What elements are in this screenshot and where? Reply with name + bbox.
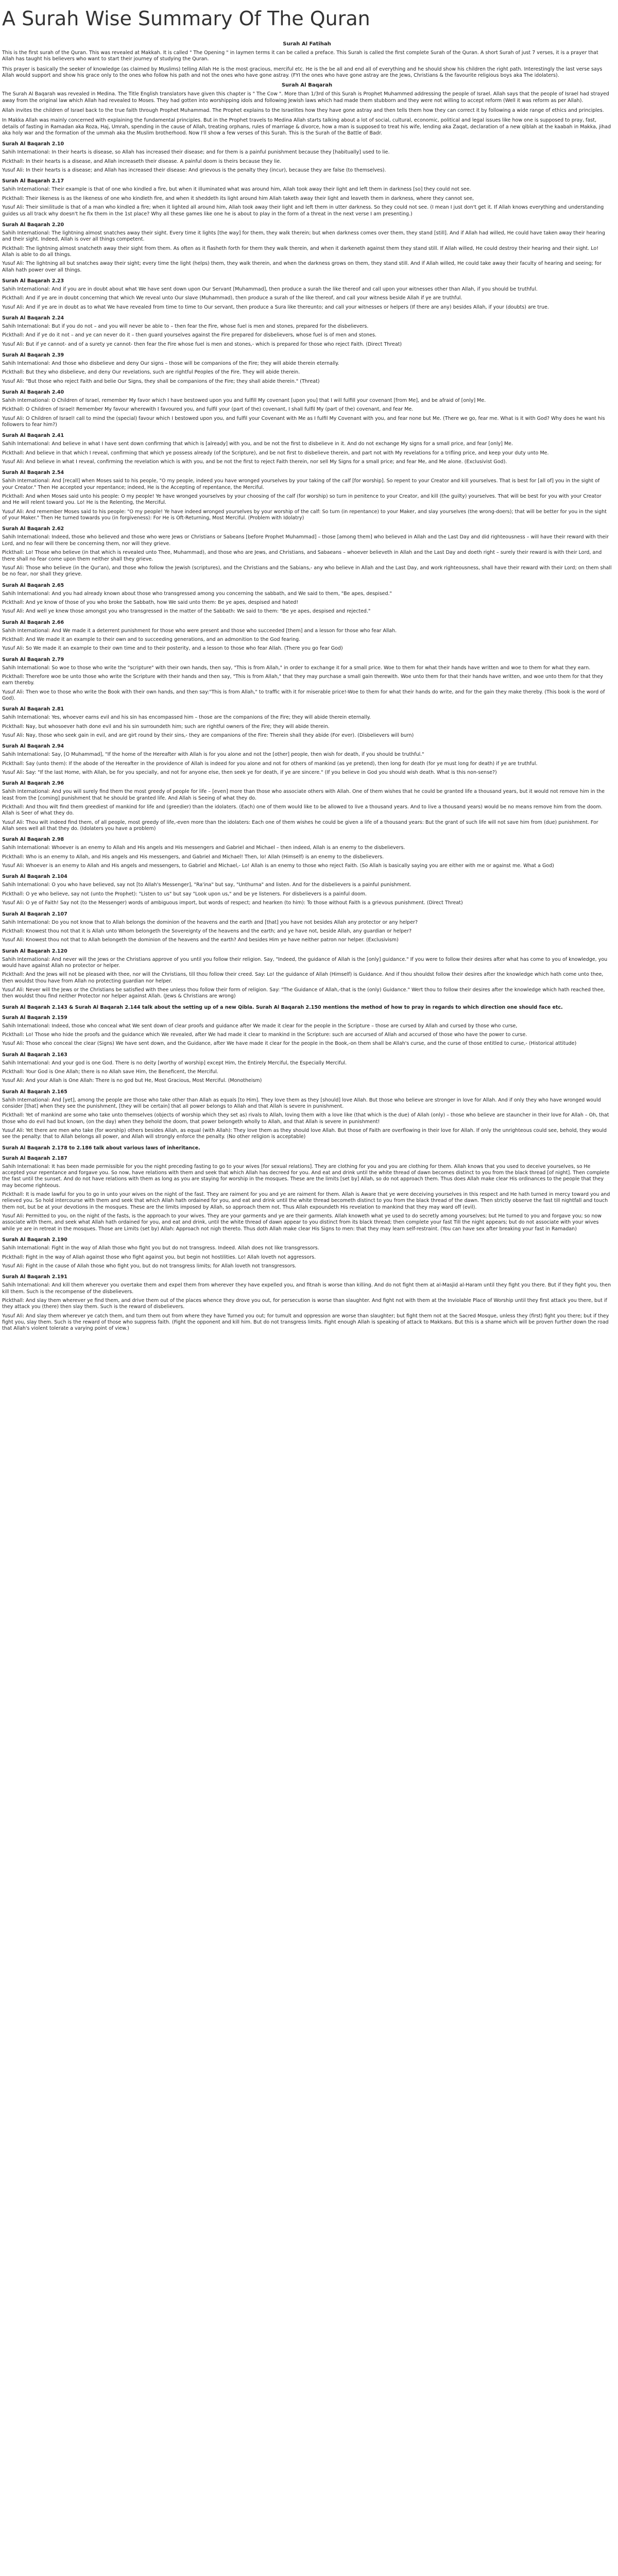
translation-text: Yusuf Ali: Never will the Jews or the Christians be satisfied with thee unless thou follow their form of religion. Say: "The Guidance of Allah,-that is the (only) Guidance." Wert thou to follow their desires after the knowledge which hath reached thee, then wouldst thou find neither Protector nor helper against Allah. (Jews & Christians are wrong)	[2, 987, 605, 999]
verse-heading: Surah Al Baqarah 2.62	[2, 526, 64, 532]
translation-text: Pickthall: The lightning almost snatcheth away their sight from them. As often as it flasheth forth for them they walk therein, and when it darkeneth against them they stand still. If Allah willed, He could destroy their hearing and their sight. Lo! Allah is able to do all things.	[2, 245, 599, 258]
verse-heading: Surah Al Baqarah 2.24	[2, 315, 64, 321]
translation-text: Yusuf Ali: Fight in the cause of Allah those who fight you, but do not transgress limits; for Allah loveth not transgressors.	[2, 1263, 297, 1269]
verse-heading: Surah Al Baqarah 2.104	[2, 874, 67, 880]
translation-text: Pickthall: But they who disbelieve, and deny Our revelations, such are rightful Peoples of the Fire. They will abide therein.	[2, 369, 300, 376]
translation-text: Pickthall: And believe in that which I reveal, confirming that which ye possess already (of the Scripture), and be not first to disbelieve therein, and part not with My revelations for a trifling price, and keep your duty unto Me.	[2, 450, 549, 456]
section-heading: Surah Al Fatihah	[283, 41, 331, 47]
translation-text: Pickthall: And if ye are in doubt concerning that which We reveal unto Our slave (Muhammad), then produce a surah of the like thereof, and call your witness beside Allah if ye are truthful.	[2, 295, 462, 301]
translation-text: Yusuf Ali: Yet there are men who take (for worship) others besides Allah, as equal (with Allah): They love them as they should love Allah. But those of Faith are overflowing in their love for Allah. If only the unrighteous could see, behold, they would see the penalty: that to Allah belongs all power, and Allah will strongly enforce the penalty. (No other religion is acceptable)	[2, 1128, 607, 1140]
verse-heading: Surah Al Baqarah 2.54	[2, 470, 64, 476]
verse-heading: Surah Al Baqarah 2.94	[2, 743, 64, 750]
translation-text: Pickthall: Say (unto them): If the abode of the Hereafter in the providence of Allah is indeed for you alone and not for others of mankind (as ye pretend), then long for death (for ye must long for death) if ye are truthful.	[2, 760, 538, 767]
verse-heading: Surah Al Baqarah 2.23	[2, 278, 64, 284]
translation-text: Sahih International: Whoever is an enemy to Allah and His angels and His messengers and Gabriel and Michael – then indeed, Allah is an enemy to the disbelievers.	[2, 845, 405, 851]
verse-heading: Surah Al Baqarah 2.10	[2, 141, 64, 147]
translation-text: Yusuf Ali: "But those who reject Faith and belie Our Signs, they shall be companions of the Fire; they shall abide therein." (Threat)	[2, 378, 320, 384]
translation-text: Sahih International: And kill them wherever you overtake them and expel them from wherever they have expelled you, and fitnah is worse than killing. And do not fight them at al-Masjid al-Haram until they fight you there. But if they fight you, then kill them. Such is the recompense of the disbelievers.	[2, 1282, 611, 1295]
translation-text: Yusuf Ali: Those who conceal the clear (Signs) We have sent down, and the Guidance, after We have made it clear for the people in the Book,-on them shall be Allah's curse, and the curse of those entitled to curse,- (Historical attitude)	[2, 1041, 577, 1047]
document-body	[2, 41, 612, 1332]
translation-text: Yusuf Ali: Those who believe (in the Qur'an), and those who follow the Jewish (scriptures), and the Christians and the Sabians,- any who believe in Allah and the Last Day, and work righteousness, shall have their reward with their Lord; on them shall be no fear, nor shall they grieve.	[2, 565, 612, 578]
translation-text: Sahih International: But if you do not – and you will never be able to – then fear the Fire, whose fuel is men and stones, prepared for the disbelievers.	[2, 323, 369, 329]
translation-text: Sahih International: Indeed, those who conceal what We sent down of clear proofs and guidance after We made it clear for the people in the Scripture – those are cursed by Allah and cursed by those who curse,	[2, 1023, 518, 1029]
verse-heading: Surah Al Baqarah 2.20	[2, 222, 64, 228]
translation-text: Yusuf Ali: O Children of Israel! call to mind the (special) favour which I bestowed upon you, and fulfil your Covenant with Me as I fulfil My Covenant with you, and fear none but Me. (There we go, fear me. What is it with God? Why does he want his followers to fear him?)	[2, 415, 605, 428]
translation-text: Yusuf Ali: And believe in what I reveal, confirming the revelation which is with you, and be not the first to reject Faith therein, nor sell My Signs for a small price; and fear Me, and Me alone. (Exclusivist God).	[2, 459, 507, 465]
translation-text: Sahih International: And We made it a deterrent punishment for those who were present and those who succeeded [them] and a lesson for those who fear Allah.	[2, 628, 397, 634]
translation-text: Pickthall: Lo! Those who hide the proofs and the guidance which We revealed, after We had made it clear to mankind in the Scripture: such are accursed of Allah and accursed of those who have the power to curse.	[2, 1031, 527, 1038]
verse-heading: Surah Al Baqarah 2.163	[2, 1052, 67, 1058]
verse-heading: Surah Al Baqarah 2.178 to 2.186 talk about various laws of inheritance.	[2, 1145, 200, 1151]
verse-heading: Surah Al Baqarah 2.41	[2, 433, 64, 439]
translation-text: Sahih International: O Children of Israel, remember My favor which I have bestowed upon you and fulfill My covenant [upon you] that I will fulfill your covenant [from Me], and be afraid of [only] Me.	[2, 398, 486, 403]
translation-text: Sahih International: It has been made permissible for you the night preceding fasting to go to your wives [for sexual relations]. They are clothing for you and you are clothing for them. Allah knows that you used to deceive yourselves, so He accepted your repentance and forgave you. So now, have relations with them and seek that which Allah has decreed for you. And eat and drink until the white thread of dawn becomes distinct to you from the black thread [of night]. Then complete the fast until the sunset. And do not have relations with them as long as you are staying for worship in the mosques. These are the limits [set by] Allah, so do not approach them. Thus does Allah make clear His ordinances to the people that they may become righteous.	[2, 1163, 610, 1189]
translation-text: Yusuf Ali: The lightning all but snatches away their sight; every time the light (helps) them, they walk therein, and when the darkness grows on them, they stand still. And if Allah willed, He could take away their faculty of hearing and seeing; for Allah hath power over all things.	[2, 261, 602, 273]
translation-text: Yusuf Ali: But if ye cannot- and of a surety ye cannot- then fear the Fire whose fuel is men and stones,- which is prepared for those who reject Faith. (Direct Threat)	[2, 341, 402, 347]
translation-text: Pickthall: It is made lawful for you to go in unto your wives on the night of the fast. They are raiment for you and ye are raiment for them. Allah is Aware that ye were deceiving yourselves in this respect and He hath turned in mercy toward you and relieved you. So hold intercourse with them and seek that which Allah hath ordained for you, and eat and drink until the white thread becometh distinct to you from the black thread of the dawn. Then strictly observe the fast till nightfall and touch them not, but be at your devotions in the mosques. These are the limits imposed by Allah, so approach them not. Thus Allah expoundeth His revelation to mankind that they may ward off (evil).	[2, 1192, 610, 1210]
verse-heading: Surah Al Baqarah 2.187	[2, 1155, 67, 1161]
translation-text: Sahih International: The lightning almost snatches away their sight. Every time it lights [the way] for them, they walk therein; but when darkness comes over them, they stand [still]. And if Allah had willed, He could have taken away their hearing and their sight. Indeed, Allah is over all things competent.	[2, 230, 605, 243]
translation-text: Pickthall: O ye who believe, say not (unto the Prophet): "Listen to us" but say "Look upon us," and be ye listeners. For disbelievers is a painful doom.	[2, 891, 367, 897]
verse-heading: Surah Al Baqarah 2.120	[2, 948, 67, 954]
verse-heading: Surah Al Baqarah 2.107	[2, 911, 67, 917]
translation-text: Yusuf Ali: Knowest thou not that to Allah belongeth the dominion of the heavens and the earth? And besides Him ye have neither patron nor helper. (Exclusivism)	[2, 937, 399, 943]
translation-text: Sahih International: And [recall] when Moses said to his people, "O my people, indeed you have wronged yourselves by your taking of the calf [for worship]. So repent to your Creator and kill yourselves. That is best for [all of] you in the sight of your Creator." Then He accepted your repentance; indeed, He is the Accepting of repentance, the Merciful.	[2, 478, 600, 490]
translation-text: Yusuf Ali: So We made it an example to their own time and to their posterity, and a lesson to those who fear Allah. (There you go fear God)	[2, 646, 343, 652]
translation-text: Pickthall: In their hearts is a disease, and Allah increaseth their disease. A painful doom is theirs because they lie.	[2, 158, 282, 164]
verse-heading: Surah Al Baqarah 2.143 & Surah Al Baqarah 2.144 talk about the setting up of a new Qibla. Surah Al Baqarah 2.150 mentions the method of how to pray in regards to which direction one should face etc.	[2, 1004, 563, 1010]
verse-heading: Surah Al Baqarah 2.79	[2, 656, 64, 663]
section-heading: Surah Al Baqarah	[281, 82, 333, 89]
translation-text: Pickthall: And thou wilt find them greediest of mankind for life and (greedier) than the idolaters. (Each) one of them would like to be allowed to live a thousand years. And to live a thousand years) would be no means remove him from the doom. Allah is Seer of what they do.	[2, 804, 603, 817]
verse-heading: Surah Al Baqarah 2.17	[2, 178, 64, 184]
translation-text: Sahih International: Do you not know that to Allah belongs the dominion of the heavens and the earth and [that] you have not besides Allah any protector or any helper?	[2, 919, 418, 925]
verse-heading: Surah Al Baqarah 2.81	[2, 706, 64, 713]
translation-text: Sahih International: And if you are in doubt about what We have sent down upon Our Servant [Muhammad], then produce a surah the like thereof and call upon your witnesses other than Allah, if you should be truthful.	[2, 286, 538, 292]
verse-heading: Surah Al Baqarah 2.191	[2, 1274, 67, 1280]
translation-text: Sahih International: And [yet], among the people are those who take other than Allah as equals [to Him]. They love them as they [should] love Allah. But those who believe are stronger in love for Allah. And if only they who have wronged would consider [that] when they see the punishment, [they will be certain] that all power belongs to Allah and that Allah is severe in punishment.	[2, 1097, 601, 1109]
translation-text: Sahih International: And your god is one God. There is no deity [worthy of worship] except Him, the Entirely Merciful, the Especially Merciful.	[2, 1060, 347, 1066]
translation-text: Pickthall: Lo! Those who believe (in that which is revealed unto Thee, Muhammad), and those who are Jews, and Christians, and Sabaeans – whoever believeth in Allah and the Last Day and doeth right – surely their reward is with their Lord, and there shall no fear come upon them neither shall they grieve.	[2, 550, 602, 562]
translation-text: Pickthall: Therefore woe be unto those who write the Scripture with their hands and then say, "This is from Allah," that they may purchase a small gain therewith. Woe unto them for that their hands have written, and woe unto them for that they earn thereby.	[2, 673, 603, 686]
translation-text: Sahih International: And never will the Jews or the Christians approve of you until you follow their religion. Say, "Indeed, the guidance of Allah is the [only] guidance." If you were to follow their desires after what has come to you of knowledge, you would have against Allah no protector or helper.	[2, 956, 608, 969]
translation-text: Sahih International: So woe to those who write the "scripture" with their own hands, then say, "This is from Allah," in order to exchange it for a small price. Woe to them for what their hands have written and woe to them for what they earn.	[2, 665, 591, 671]
verse-heading: Surah Al Baqarah 2.96	[2, 781, 64, 787]
translation-text: Sahih International: And you had already known about those who transgressed among you concerning the sabbath, and We said to them, "Be apes, despised."	[2, 590, 392, 597]
translation-text: Yusuf Ali: Whoever is an enemy to Allah and His angels and messengers, to Gabriel and Michael,- Lo! Allah is an enemy to those who reject Faith. (So Allah is basically saying you are either with me or against me. What a God)	[2, 863, 554, 869]
verse-heading: Surah Al Baqarah 2.98	[2, 837, 64, 843]
translation-text: Sahih International: Say, [O Muhammad], "If the home of the Hereafter with Allah is for you alone and not the [other] people, then wish for death, if you should be truthful."	[2, 752, 424, 758]
translation-text: Pickthall: And slay them wherever ye find them, and drive them out of the places whence they drove you out, for persecution is worse than slaughter. And fight not with them at the Inviolable Place of Worship until they first attack you there, but if they attack you (there) then slay them. Such is the reward of disbelievers.	[2, 1297, 607, 1310]
translation-text: Yusuf Ali: Their similitude is that of a man who kindled a fire; when it lighted all around him, Allah took away their light and left them in utter darkness. So they could not see. (I mean I just don't get it. If Allah knows everything and understanding guides us all track why doesn't he fix them in the 1st place? Why all these games like one he is about to play in the form of a threat in the next verse I am presenting.)	[2, 205, 604, 217]
verse-heading: Surah Al Baqarah 2.159	[2, 1014, 67, 1021]
translation-text: Pickthall: And if ye do it not – and ye can never do it – then guard yourselves against the Fire prepared for disbelievers, whose fuel is of men and stones.	[2, 332, 376, 338]
verse-heading: Surah Al Baqarah 2.165	[2, 1089, 67, 1095]
translation-text: Sahih International: In their hearts is disease, so Allah has increased their disease; and for them is a painful punishment because they [habitually] used to lie.	[2, 149, 390, 156]
translation-text: Pickthall: And when Moses said unto his people: O my people! Ye have wronged yourselves by your choosing of the calf (for worship) so turn in penitence to your Creator, and kill (the guilty) yourselves. That will be best for you with your Creator and He will relent toward you. Lo! He is the Relenting, the Merciful.	[2, 494, 602, 506]
translation-text: Yusuf Ali: Permitted to you, on the night of the fasts, is the approach to your wives. They are your garments and ye are their garments. Allah knoweth what ye used to do secretly among yourselves; but He turned to you and forgave you; so now associate with them, and seek what Allah hath ordained for you, and eat and drink, until the white thread of dawn appear to you distinct from its black thread; then complete your fast Till the night appears; but do not associate with your wives while ye are in retreat in the mosques. Those are Limits (set by) Allah: Approach not nigh thereto. Thus doth Allah make clear His Signs to men: that they may learn self-restraint. (You can have sex after breaking your fast in Ramadan)	[2, 1213, 602, 1232]
paragraph: This is the first surah of the Quran. This was revealed at Makkah. It is called " The Opening " in laymen terms it can be called a preface. This Surah is called the first complete Surah of the Quran. A short Surah of just 7 verses, it is a prayer that Allah has taught his believers who want to start their journey of studying the Quran.	[2, 50, 598, 62]
paragraph: Allah invites the children of Israel back to the true faith through Prophet Muhammad. The Prophet explains to the Israelites how they have gone astray and then tells them how they can correct it by following a wide range of ethics and principles.	[2, 108, 604, 114]
translation-text: Sahih International: And you will surely find them the most greedy of people for life – [even] more than those who associate others with Allah. One of them wishes that he could be granted life a thousand years, but it would not remove him in the least from the [coming] punishment that he should be granted life. And Allah is Seeing of what they do.	[2, 789, 605, 801]
page-title: A Surah Wise Summary Of The Quran	[2, 7, 370, 30]
verse-heading: Surah Al Baqarah 2.66	[2, 619, 64, 625]
translation-text: Sahih International: And believe in what I have sent down confirming that which is [already] with you, and be not the first to disbelieve in it. And do not exchange My signs for a small price, and fear [only] Me.	[2, 441, 513, 447]
verse-heading: Surah Al Baqarah 2.39	[2, 352, 64, 358]
translation-text: Sahih International: Yes, whoever earns evil and his sin has encompassed him – those are the companions of the Fire; they will abide therein eternally.	[2, 715, 371, 721]
translation-text: Pickthall: Fight in the way of Allah against those who fight against you, but begin not hostilities. Lo! Allah loveth not aggressors.	[2, 1254, 316, 1260]
translation-text: Yusuf Ali: And slay them wherever ye catch them, and turn them out from where they have Turned you out; for tumult and oppression are worse than slaughter; but fight them not at the Sacred Mosque, unless they (first) fight you there; but if they fight you, slay them. Such is the reward of those who suppress faith. (Fight the opponent and kill him. But do not transgress limits. Fight enough Allah is speaking of attack to Makkans. But this is a shame which will be proven further down the road that Allah's violent tolerate a varying point of view.)	[2, 1313, 609, 1332]
translation-text: Yusuf Ali: And remember Moses said to his people: "O my people! Ye have indeed wronged yourselves by your worship of the calf: So turn (in repentance) to your Maker, and slay yourselves (the wrong-doers); that will be better for you in the sight of your Maker." Then He turned towards you (in forgiveness): For He is Oft-Returning, Most Merciful. (Problem with Idolatry)	[2, 509, 607, 521]
translation-text: Pickthall: O Children of Israel! Remember My favour wherewith I favoured you, and fulfil your (part of the) covenant, I shall fulfil My (part of the) covenant, and fear Me.	[2, 406, 414, 413]
translation-text: Sahih International: O you who have believed, say not [to Allah's Messenger], "Ra'ina" but say, "Unthurna" and listen. And for the disbelievers is a painful punishment.	[2, 882, 411, 888]
verse-heading: Surah Al Baqarah 2.190	[2, 1237, 67, 1243]
translation-text: Pickthall: Nay, but whosoever hath done evil and his sin surroundeth him; such are rightful owners of the Fire; they will abide therein.	[2, 723, 330, 730]
translation-text: Yusuf Ali: Nay, those who seek gain in evil, and are girt round by their sins,- they are companions of the Fire: Therein shall they abide (For ever). (Disbelievers will burn)	[2, 733, 414, 738]
translation-text: Pickthall: Yet of mankind are some who take unto themselves (objects of worship which they set as) rivals to Allah, loving them with a love like (that which is the due) of Allah (only) – those who believe are stauncher in their love for Allah – Oh, that those who do evil had but known, (on the day) when they behold the doom, that power belongeth wholly to Allah, and that Allah is severe in punishment!	[2, 1112, 609, 1125]
paragraph: This prayer is basically the seeker of knowledge (as claimed by Muslims) telling Allah He is the most gracious, merciful etc. He is the be all and end all of everything and he should show his children the right path. Interestingly the last verse says Allah would support and show his grace only to the ones who follow his path and not the ones who have gone astray. (FYI the ones who have gone astray are the Jews, Christians & the favourite religious boys aka The idolaters).	[2, 66, 603, 79]
translation-text: Pickthall: Your God is One Allah; there is no Allah save Him, the Beneficent, the Merciful.	[2, 1069, 218, 1075]
translation-text: Sahih International: Fight in the way of Allah those who fight you but do not transgress. Indeed. Allah does not like transgressors.	[2, 1245, 319, 1251]
translation-text: Pickthall: Who is an enemy to Allah, and His angels and His messengers, and Gabriel and Michael! Then, lo! Allah (Himself) is an enemy to the disbelievers.	[2, 854, 384, 860]
verse-heading: Surah Al Baqarah 2.65	[2, 582, 64, 588]
translation-text: Yusuf Ali: Then woe to those who write the Book with their own hands, and then say:"This is from Allah," to traffic with it for miserable price!-Woe to them for what their hands do write, and for the gain they make thereby. (This book is the word of God).	[2, 689, 605, 701]
translation-text: Pickthall: And the Jews will not be pleased with thee, nor will the Christians, till thou follow their creed. Say: Lo! the guidance of Allah (Himself) is Guidance. And if thou shouldst follow their desires after the knowledge which hath come unto thee, then wouldst thou have from Allah no protecting guardian nor helper.	[2, 972, 604, 984]
translation-text: Yusuf Ali: Say: "If the last Home, with Allah, be for you specially, and not for anyone else, then seek ye for death, if ye are sincere." (If you believe in God you should wish death. What is this non-sense?)	[2, 770, 497, 776]
translation-text: Yusuf Ali: In their hearts is a disease; and Allah has increased their disease: And grievous is the penalty they (incur), because they are false (to themselves).	[2, 167, 386, 174]
verse-heading: Surah Al Baqarah 2.40	[2, 389, 64, 395]
translation-text: Sahih International: Indeed, those who believed and those who were Jews or Christians or Sabeans [before Prophet Muhammad] – those [among them] who believed in Allah and the Last Day and did righteousness – will have their reward with their Lord, and no fear will there be concerning them, nor will they grieve.	[2, 534, 609, 547]
translation-text: Yusuf Ali: And your Allah is One Allah: There is no god but He, Most Gracious, Most Merciful. (Monotheism)	[2, 1078, 262, 1084]
translation-text: Pickthall: And We made it an example to their own and to succeeding generations, and an admonition to the God fearing.	[2, 636, 301, 642]
translation-text: Pickthall: Knowest thou not that it is Allah unto Whom belongeth the Sovereignty of the heavens and the earth; and ye have not, beside Allah, any guardian or helper?	[2, 928, 412, 934]
translation-text: Pickthall: And ye know of those of you who broke the Sabbath, how We said unto them: Be ye apes, despised and hated!	[2, 599, 299, 605]
paragraph: The Surah Al Baqarah was revealed in Medina. The Title English translators have given this chapter is " The Cow ". More than 1/3rd of this Surah is Prophet Muhammed addressing the people of Israel. Allah says that the people of Israel had strayed away from the original law which Allah had revealed to Moses. They had gotten into worshipping idols and following Jewish laws which had made them stubborn and they were not willing to accept reform (Well it was reform as per Allah).	[2, 91, 609, 104]
translation-text: Yusuf Ali: And well ye knew those amongst you who transgressed in the matter of the Sabbath: We said to them: "Be ye apes, despised and rejected."	[2, 608, 371, 615]
translation-text: Sahih International: Their example is that of one who kindled a fire, but when it illuminated what was around him, Allah took away their light and left them in darkness [so] they could not see.	[2, 187, 471, 193]
translation-text: Sahih International: And those who disbelieve and deny Our signs – those will be companions of the Fire; they will abide therein eternally.	[2, 360, 339, 366]
translation-text: Pickthall: Their likeness is as the likeness of one who kindleth fire, and when it sheddeth its light around him Allah taketh away their light and leaveth them in darkness, where they cannot see,	[2, 195, 474, 201]
translation-text: Yusuf Ali: Thou wilt indeed find them, of all people, most greedy of life,-even more than the idolaters: Each one of them wishes he could be given a life of a thousand years: But the grant of such life will not save him from (due) punishment. For Allah sees well all that they do. (Idolaters you have a problem)	[2, 819, 598, 832]
paragraph: In Makka Allah was mainly concerned with explaining the fundamental principles. But in the Prophet travels to Medina Allah starts talking about a lot of social, cultural, economic, political and legal issues like how one is supposed to pray, fast, details of fasting in Ramadan aka Roza, Haj, Umrah, spending in the cause of Allah, treating orphans, rules of marriage & divorce, how a man is supposed to treat his wife, lending aka Zaqat, declaration of a new qiblah at the kaabah in Makka, jihad aka holy war and the formation of the ummah aka the Muslim brotherhood. Now I'll show a few verses of this Surah. This is the Surah of the Battle of Badr.	[2, 117, 611, 137]
translation-text: Yusuf Ali: And if ye are in doubt as to what We have revealed from time to time to Our servant, then produce a Sura like thereunto; and call your witnesses or helpers (If there are any) besides Allah, if your (doubts) are true.	[2, 304, 549, 310]
translation-text: Yusuf Ali: O ye of Faith! Say not (to the Messenger) words of ambiguous import, but words of respect; and hearken (to him): To those without Faith is a grievous punishment. (Direct Threat)	[2, 900, 463, 906]
